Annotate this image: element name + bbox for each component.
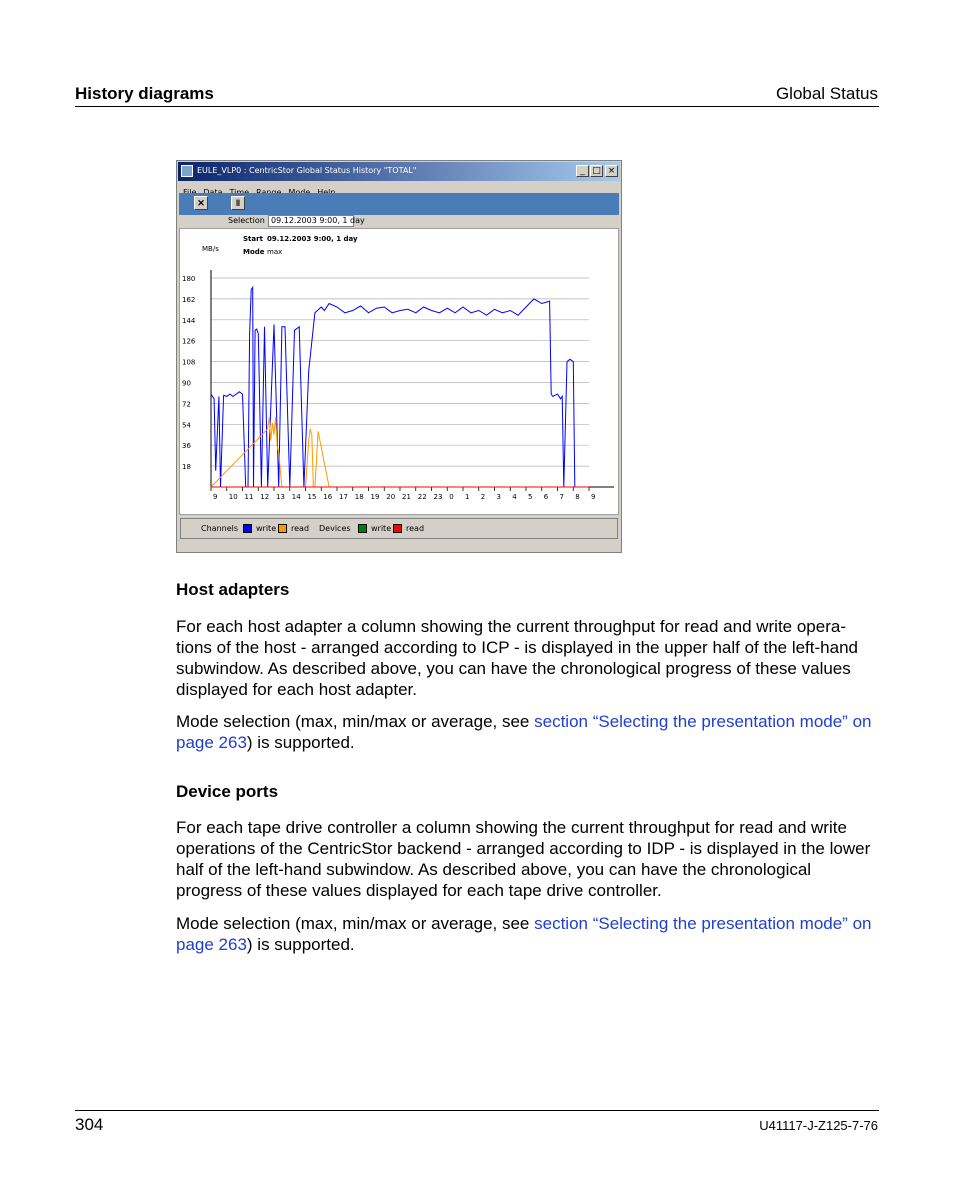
x-tick-label: 1: [465, 493, 470, 501]
legend-devices-label: Devices: [319, 524, 351, 533]
menu-bar: [179, 182, 619, 193]
legend-swatch-channels-write: [243, 524, 252, 533]
y-tick-label: 180: [182, 275, 196, 283]
chart-info-start-label: Start: [243, 235, 263, 243]
legend-swatch-devices-read: [393, 524, 402, 533]
legend-devices-read: read: [406, 524, 425, 533]
host-adapters-mode-paragraph: [176, 711, 878, 753]
running-header-title: History diagrams: [75, 84, 214, 103]
y-tick-label: 144: [182, 316, 196, 325]
x-tick-label: 11: [244, 493, 254, 501]
chart-info-mode-value: max: [267, 248, 283, 256]
y-tick-label: 162: [182, 295, 196, 304]
x-tick-label: 16: [323, 493, 333, 501]
x-tick-label: 9: [591, 493, 596, 501]
y-tick-label: 54: [182, 421, 191, 430]
app-icon: [181, 165, 193, 177]
legend-channels-write: write: [256, 524, 277, 533]
section-link[interactable]: section “Selecting the presentation mode” on page 263: [176, 914, 872, 954]
selection-field[interactable]: 09.12.2003 9:00, 1 day: [268, 215, 354, 227]
close-button[interactable]: ×: [605, 165, 618, 177]
legend-channels-label: Channels: [201, 524, 239, 533]
x-tick-label: 9: [213, 493, 218, 501]
x-tick-label: 2: [480, 493, 486, 501]
x-tick-label: 19: [370, 493, 380, 501]
maximize-button[interactable]: □: [590, 165, 603, 177]
pause-icon[interactable]: ‖: [231, 196, 245, 210]
x-tick-label: 17: [339, 493, 348, 501]
section-heading-host-adapters: Host adapters: [176, 580, 290, 599]
x-tick-label: 13: [276, 493, 285, 501]
x-tick-label: 8: [575, 493, 580, 501]
x-tick-label: 14: [291, 493, 301, 501]
x-tick-label: 10: [228, 493, 238, 501]
chart-info-start-value: 09.12.2003 9:00, 1 day: [267, 235, 358, 243]
x-tick-label: 21: [402, 493, 411, 501]
mode-text-after: ) is supported.: [246, 935, 355, 954]
series-line-write: [211, 287, 589, 487]
minimize-button[interactable]: _: [576, 165, 589, 177]
legend-devices-write: write: [371, 524, 392, 533]
header-rule: [75, 106, 879, 107]
x-tick-label: 7: [559, 493, 564, 501]
section-heading-device-ports: Device ports: [176, 782, 279, 801]
legend-swatch-channels-read: [278, 524, 287, 533]
y-tick-label: 90: [182, 379, 191, 388]
x-tick-label: 6: [543, 493, 549, 501]
x-tick-label: 12: [260, 493, 270, 501]
history-chart: [180, 229, 618, 514]
x-tick-label: 0: [449, 493, 454, 501]
plot-area: [179, 228, 619, 515]
y-tick-label: 72: [182, 400, 191, 409]
y-tick-label: 108: [182, 358, 196, 367]
selection-row: [179, 215, 619, 228]
title-bar: [178, 162, 620, 181]
document-id: U41117-J-Z125-7-76: [759, 1118, 878, 1133]
selection-label: Selection: [228, 216, 265, 225]
x-tick-label: 20: [386, 493, 396, 501]
host-adapters-paragraph: For each host adapter a column showing the current throughput for read and write opera-tions of the host - arranged according to ICP - is displayed in the upper half of the left-hand subwindow. As described above, you can have the chronological progress of these values displayed for each host adapter.: [176, 617, 858, 699]
mode-text-before: Mode selection (max, min/max or average, see: [176, 914, 535, 933]
chart-info-mode-label: Mode: [243, 248, 265, 256]
x-tick-label: 23: [433, 493, 443, 501]
legend-channels-read: read: [291, 524, 310, 533]
x-tick-label: 3: [496, 493, 501, 501]
legend-swatch-devices-write: [358, 524, 367, 533]
running-header-chapter: Global Status: [775, 84, 878, 103]
footer-rule: [75, 1110, 879, 1111]
x-tick-label: 18: [354, 493, 364, 501]
window-title: EULE_VLP0 : CentricStor Global Status History "TOTAL": [197, 166, 417, 175]
x-tick-label: 15: [307, 493, 317, 501]
history-window: [176, 160, 622, 553]
x-tick-label: 5: [528, 493, 533, 501]
y-tick-label: 126: [182, 337, 196, 346]
mode-text-after: ) is supported.: [246, 733, 355, 752]
y-tick-label: 18: [182, 463, 191, 472]
device-ports-mode-paragraph: [176, 913, 878, 955]
y-tick-label: 36: [182, 442, 191, 451]
x-tick-label: 4: [512, 493, 517, 501]
toolbar: [179, 193, 619, 215]
y-axis-label: MB/s: [202, 245, 219, 253]
chart-legend: [180, 518, 618, 539]
device-ports-paragraph: For each tape drive controller a column showing the current throughput for read and write operations of the CentricStor backend - arranged according to IDP - is displayed in the lower half of the left-hand subwindow. As described above, you can have the chronological progress of these values displayed for each tape drive controller.: [176, 818, 871, 900]
close-x-icon[interactable]: ✕: [194, 196, 208, 210]
mode-text-before: Mode selection (max, min/max or average, see: [176, 712, 535, 731]
x-tick-label: 22: [417, 493, 427, 501]
section-link[interactable]: section “Selecting the presentation mode” on page 263: [176, 712, 872, 752]
page-number: 304: [75, 1115, 104, 1134]
